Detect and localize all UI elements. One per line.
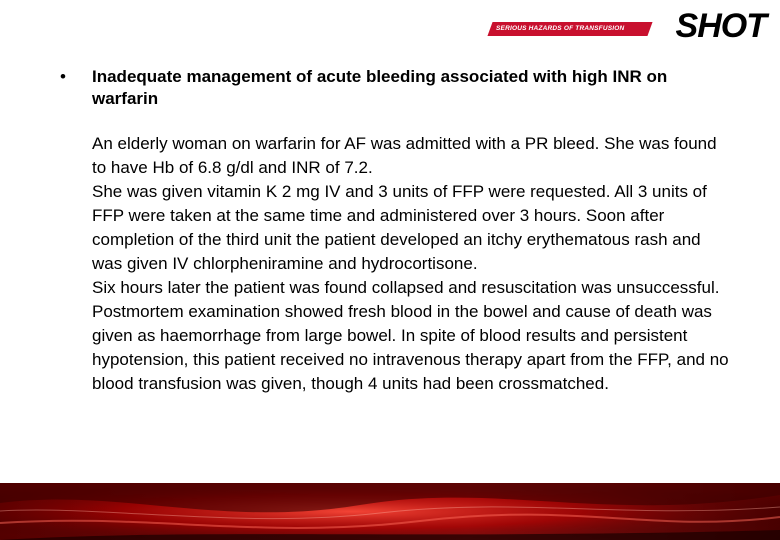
logo-tagline: SERIOUS HAZARDS OF TRANSFUSION (496, 25, 625, 32)
bullet-item (60, 66, 730, 110)
paragraph-admission: An elderly woman on warfarin for AF was admitted with a PR bleed. She was found to have Hb of 6.8 g/dl and INR of 7.2. (92, 134, 717, 177)
logo-wordmark: SHOT (675, 7, 766, 45)
case-description (92, 132, 730, 396)
shot-logo (490, 8, 772, 44)
footer-decorative-band (0, 483, 780, 540)
bullet-heading: Inadequate management of acute bleeding associated with high INR on warfarin (92, 67, 668, 108)
footer-swirl-graphic (0, 483, 780, 540)
bullet-icon: • (60, 67, 66, 86)
paragraph-outcome: Six hours later the patient was found collapsed and resuscitation was unsuccessful. Postmortem examination showed fresh blood in the bowel and cause of death was given as haemorrhage from large bowel. In spite of blood results and persistent hypotension, this patient received no intravenous therapy apart from the FFP, and no blood transfusion was given, though 4 units had been crossmatched. (92, 278, 729, 393)
paragraph-treatment: She was given vitamin K 2 mg IV and 3 units of FFP were requested. All 3 units of FFP were taken at the same time and administered over 3 hours. Soon after completion of the third unit the patient developed an itchy erythematous rash and was given IV chlorpheniramine and hydrocortisone. (92, 182, 707, 273)
slide-content (60, 66, 730, 396)
